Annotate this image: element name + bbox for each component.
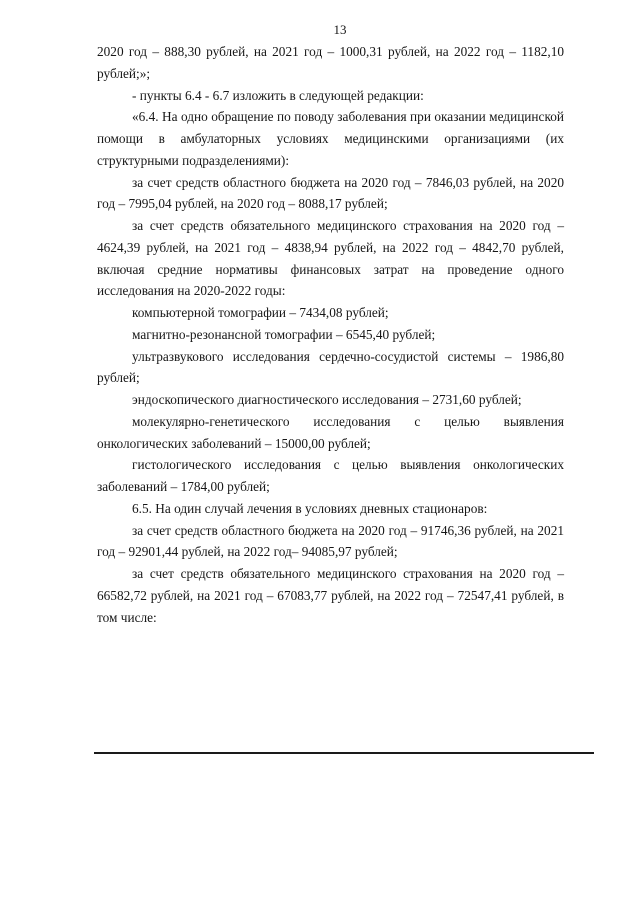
paragraph-day-hospital-oms: за счет средств обязательного медицинского страхования на 2020 год – 66582,72 рублей, на 2021 год – 67083,77 рублей, на 2022 год – 72547,41 рублей, в том числе: <box>97 566 564 625</box>
paragraph-regional-budget: за счет средств областного бюджета на 2020 год – 7846,03 рублей, на 2020 год – 7995,04 рублей, на 2020 год – 8088,17 рублей; <box>97 174 564 212</box>
paragraph-histology: гистологического исследования с целью выявления онкологических заболеваний – 1784,00 рублей; <box>97 457 564 494</box>
paragraph-mri: магнитно-резонансной томографии – 6545,40 рублей; <box>132 326 436 342</box>
paragraph-6-4: «6.4. На одно обращение по поводу заболевания при оказании медицинской помощи в амбулаторных условиях медицинскими организациями (их структурными подразделениями): <box>97 109 564 168</box>
paragraph-oms-insurance: за счет средств обязательного медицинского страхования на 2020 год – 4624,39 рублей, на 2021 год – 4838,94 рублей, на 2022 год – 4842,70 рублей, включая средние нормативы финансовых затрат на проведение одного исследования на 2020-2022 годы: <box>97 218 564 299</box>
horizontal-rule <box>94 752 594 754</box>
page-number: 13 <box>333 22 347 37</box>
paragraph-continuation: 2020 год – 888,30 рублей, на 2021 год – 1000,31 рублей, на 2022 год – 1182,10 рублей;»; <box>97 44 564 81</box>
paragraph-6-5: 6.5. На один случай лечения в условиях дневных стационаров: <box>132 500 488 516</box>
paragraph-ultrasound: ультразвукового исследования сердечно-сосудистой системы – 1986,80 рублей; <box>97 348 564 386</box>
paragraph-endoscopy: эндоскопического диагностического исследования – 2731,60 рублей; <box>132 392 522 407</box>
paragraph-day-hospital-budget: за счет средств областного бюджета на 2020 год – 91746,36 рублей, на 2021 год – 92901,44 рублей, на 2022 год– 94085,97 рублей; <box>97 522 564 560</box>
paragraph-molecular-genetic: молекулярно-генетического исследования с целью выявления онкологических заболеваний – 15000,00 рублей; <box>97 413 564 451</box>
paragraph-amendment-intro: - пункты 6.4 - 6.7 изложить в следующей редакции: <box>132 87 424 103</box>
paragraph-ct: компьютерной томографии – 7434,08 рублей; <box>132 305 389 320</box>
document-body <box>97 41 564 628</box>
